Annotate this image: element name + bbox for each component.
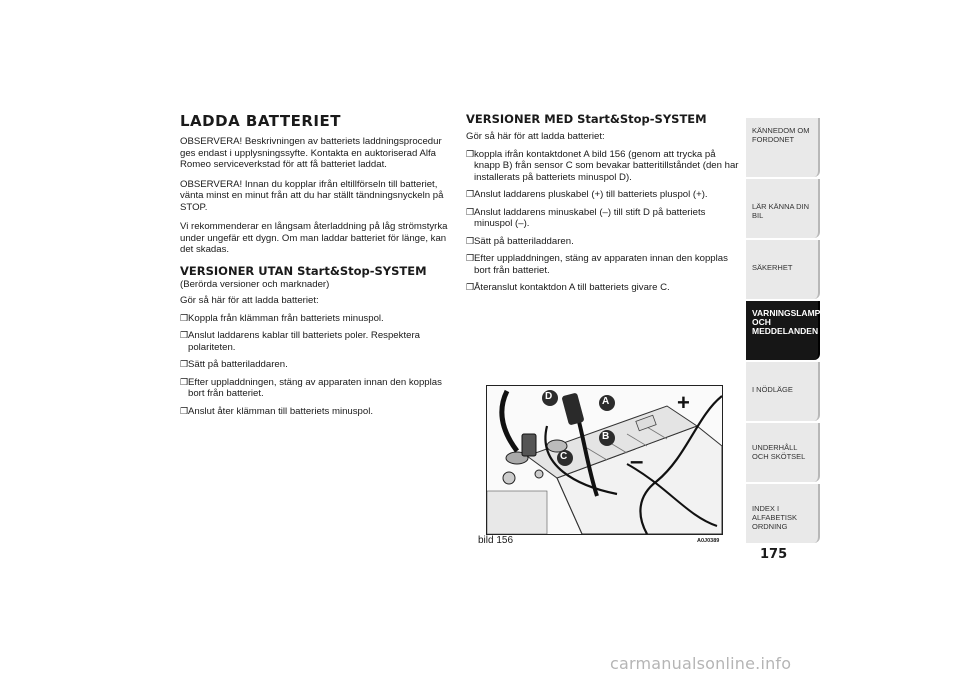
tab-label: LÄR KÄNNA DIN BIL [752, 202, 810, 220]
checkbox-bullet-icon: ❒ [466, 282, 475, 292]
list-item [466, 282, 744, 294]
checkbox-bullet-icon: ❒ [180, 405, 189, 416]
figure-code: A0J0389 [697, 538, 720, 544]
list-item [466, 149, 744, 184]
list-item [180, 313, 452, 325]
page-number: 175 [760, 547, 788, 562]
left-column [180, 112, 452, 423]
list-item [180, 377, 452, 400]
label-b: B [602, 431, 610, 442]
tab-index-i-alfabetisk-ordning[interactable] [746, 484, 820, 543]
tab-kannedom-om-fordonet[interactable] [746, 118, 820, 177]
tab-label: I NÖDLÄGE [752, 385, 793, 394]
minus-sign: – [630, 448, 644, 475]
checkbox-bullet-icon: ❒ [180, 330, 189, 340]
note-paragraph: OBSERVERA! Innan du kopplar ifrån eltillförseln till batteriet, vänta minst en minut från att du har ställt tändningsnyckeln på STOP. [180, 178, 444, 213]
section-title-without-startstop: VERSIONER UTAN Start&Stop-SYSTEM [180, 263, 427, 278]
step-text: Efter uppladdningen, stäng av apparaten innan den kopplas bort från batteriet. [188, 376, 442, 399]
list-item [180, 406, 452, 418]
note-paragraph: Vi rekommenderar en långsam återladdning på låg strömstyrka under ungefär ett dygn. Om man laddar batteriet för länge, kan det skadas. [180, 221, 448, 255]
tab-label: VARNINGSLAMPOR OCH MEDDELANDEN [752, 308, 834, 336]
tab-label: UNDERHÅLL OCH SKÖTSEL [752, 443, 806, 461]
steps-list [180, 313, 452, 418]
checkbox-bullet-icon: ❒ [180, 359, 189, 369]
list-item [466, 207, 744, 230]
tab-lar-kanna-din-bil[interactable] [746, 179, 820, 238]
tab-label: INDEX I ALFABETISK ORDNING [752, 504, 798, 531]
note-paragraph: OBSERVERA! Beskrivningen av batteriets laddningsprocedur ges endast i upplysningssyfte. Kontakta en auktoriserad Alfa Romeo serviceverkstad för att få batteriet laddat. [180, 136, 442, 170]
step-text: Anslut laddarens kablar till batteriets poler. Respektera polariteten. [188, 330, 420, 353]
label-a: A [602, 396, 610, 407]
step-text: Anslut laddarens minuskabel (–) till stift D på batteriets minuspol (–). [474, 206, 706, 229]
intro-text: Gör så här för att ladda batteriet: [466, 131, 605, 142]
tab-underhall-och-skotsel[interactable] [746, 423, 820, 482]
step-text: Sätt på batteriladdaren. [188, 359, 288, 370]
battery-illustration [486, 385, 723, 535]
label-c: C [560, 451, 568, 462]
figure-caption: bild 156 [478, 535, 514, 546]
list-item [180, 359, 452, 371]
checkbox-bullet-icon: ❒ [180, 312, 189, 323]
step-text: Koppla från klämman från batteriets minuspol. [188, 312, 384, 324]
tab-sakerhet[interactable] [746, 240, 820, 299]
plus-sign: + [677, 390, 690, 415]
watermark-text: carmanualsonline.info [610, 654, 792, 673]
tab-label: KÄNNEDOM OM FORDONET [752, 126, 810, 144]
checkbox-bullet-icon: ❒ [466, 206, 475, 217]
step-text: koppla ifrån kontaktdonet A bild 156 (genom att trycka på knapp B) från sensor C som bevakar batteritillståndet (den har installerats på batteriets minuspol D). [474, 148, 739, 183]
page-title: LADDA BATTERIET [180, 112, 341, 130]
list-item [180, 330, 452, 353]
label-d: D [545, 391, 553, 402]
list-item [466, 253, 744, 276]
list-item [466, 236, 744, 248]
tab-i-nodlage[interactable] [746, 362, 820, 421]
checkbox-bullet-icon: ❒ [466, 189, 475, 199]
step-text: Återanslut kontaktdon A till batteriets givare C. [474, 282, 670, 293]
right-column [466, 112, 744, 300]
checkbox-bullet-icon: ❒ [180, 376, 189, 387]
list-item [466, 189, 744, 201]
checkbox-bullet-icon: ❒ [466, 148, 475, 159]
tab-label: SÄKERHET [752, 263, 793, 272]
steps-list [466, 149, 744, 294]
step-text: Sätt på batteriladdaren. [474, 235, 574, 247]
checkbox-bullet-icon: ❒ [466, 253, 475, 263]
step-text: Efter uppladdningen, stäng av apparaten innan den kopplas bort från batteriet. [474, 253, 728, 276]
section-subtitle: (Berörda versioner och marknader) [180, 278, 330, 290]
checkbox-bullet-icon: ❒ [466, 235, 475, 246]
tab-varningslampor-och-meddelanden[interactable] [746, 301, 834, 360]
step-text: Anslut laddarens pluskabel (+) till batteriets pluspol (+). [474, 189, 708, 200]
intro-text: Gör så här för att ladda batteriet: [180, 295, 319, 306]
section-title-with-startstop: VERSIONER MED Start&Stop-SYSTEM [466, 112, 707, 126]
step-text: Anslut åter klämman till batteriets minuspol. [188, 405, 374, 417]
